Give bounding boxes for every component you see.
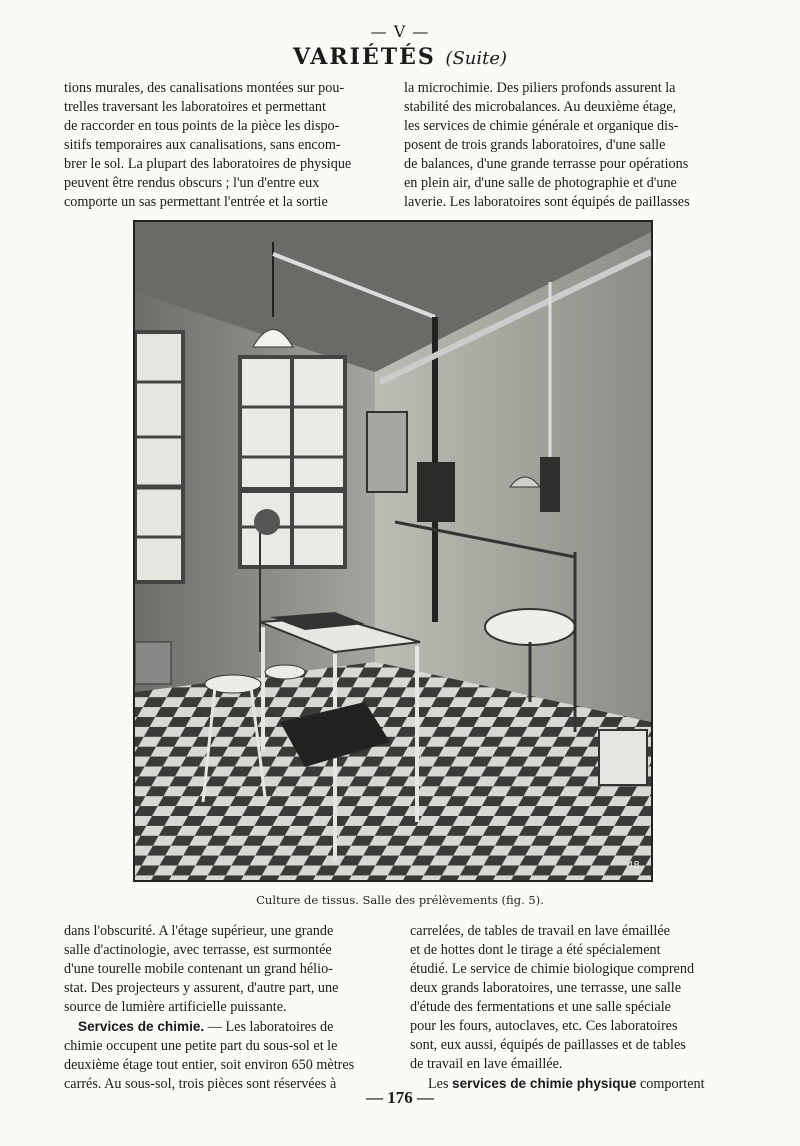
subhead-services-chimie: Services de chimie. bbox=[78, 1019, 205, 1034]
text-line: chimie occupent une petite part du sous-sol et le bbox=[64, 1038, 338, 1054]
window-center bbox=[240, 357, 345, 567]
inline-bold-services: services de chimie physique bbox=[452, 1076, 637, 1091]
text-line: sont, eux aussi, équipés de paillasses et de tables bbox=[410, 1037, 686, 1053]
window-left bbox=[135, 332, 183, 582]
text-line: deux grands laboratoires, une terrasse, une salle bbox=[410, 980, 682, 996]
text-line: la microchimie. Des piliers profonds assurent la bbox=[404, 80, 676, 96]
text-line: de balances, d'une grande terrasse pour opérations bbox=[404, 156, 689, 172]
text-line: stabilité des microbalances. Au deuxième étage, bbox=[404, 99, 677, 115]
photo-number: 48 bbox=[627, 860, 640, 871]
text-line: étudié. Le service de chimie biologique comprend bbox=[410, 961, 695, 977]
text-line: sitifs temporaires aux canalisations, sans encom- bbox=[64, 137, 341, 153]
top-right-column bbox=[404, 79, 737, 212]
text-line: deuxième étage tout entier, soit environ 650 mètres bbox=[64, 1057, 355, 1073]
page-number: — 176 — bbox=[366, 1088, 434, 1107]
text-line: carrelées, de tables de travail en lave émaillée bbox=[410, 923, 670, 939]
text-line: en plein air, d'une salle de photographie et d'une bbox=[404, 175, 677, 191]
text-line: trelles traversant les laboratoires et permettant bbox=[64, 99, 326, 115]
text-line: laverie. Les laboratoires sont équipés de paillasses bbox=[404, 194, 690, 210]
text-line: brer le sol. La plupart des laboratoires de physique bbox=[64, 156, 352, 172]
text-line: et de hottes dont le tirage a été spécialement bbox=[410, 942, 661, 958]
text-line: dans l'obscurité. A l'étage supérieur, une grande bbox=[64, 923, 334, 939]
laboratory-photo bbox=[133, 220, 653, 882]
text-line: de travail en lave émaillée. bbox=[410, 1056, 563, 1072]
text-line: les services de chimie générale et organique dis- bbox=[404, 118, 679, 134]
text-line: tions murales, des canalisations montées sur pou- bbox=[64, 80, 345, 96]
text-line: salle d'actinologie, avec terrasse, est surmontée bbox=[64, 942, 332, 958]
text-line: pour les fours, autoclaves, etc. Ces laboratoires bbox=[410, 1018, 678, 1034]
text-line: d'une tourelle mobile contenant un grand hélio- bbox=[64, 961, 333, 977]
text-line: posent de trois grands laboratoires, d'une salle bbox=[404, 137, 666, 153]
figure-caption: Culture de tissus. Salle des prélèvements (fig. 5). bbox=[256, 893, 544, 907]
text-line bbox=[64, 1017, 394, 1037]
subhead-continuation: — Les laboratoires de bbox=[204, 1019, 334, 1035]
text-line: peuvent être rendus obscurs ; l'un d'entre eux bbox=[64, 175, 320, 191]
text-line: stat. Des projecteurs y assurent, d'autre part, une bbox=[64, 980, 339, 996]
text-line: d'étude des fermentations et une salle spéciale bbox=[410, 999, 671, 1015]
text-line: de raccorder en tous points de la pièce les dispo- bbox=[64, 118, 340, 134]
section-suffix: (Suite) bbox=[445, 48, 508, 69]
section-heading bbox=[0, 44, 800, 70]
text-line: source de lumière artificielle puissante. bbox=[64, 999, 287, 1015]
line-suffix: comportent bbox=[636, 1076, 705, 1092]
text-line: comporte un sas permettant l'entrée et la sortie bbox=[64, 194, 328, 210]
bottom-right-column bbox=[410, 922, 740, 1094]
top-left-column bbox=[64, 79, 390, 212]
section-title: VARIÉTÉS bbox=[292, 44, 436, 70]
page-marker: — V — bbox=[370, 22, 430, 41]
bottom-left-column bbox=[64, 922, 394, 1094]
photo-illustration bbox=[135, 222, 651, 880]
text-line: carrés. Au sous-sol, trois pièces sont réservées à bbox=[64, 1076, 337, 1092]
line-prefix: Les bbox=[428, 1076, 453, 1092]
